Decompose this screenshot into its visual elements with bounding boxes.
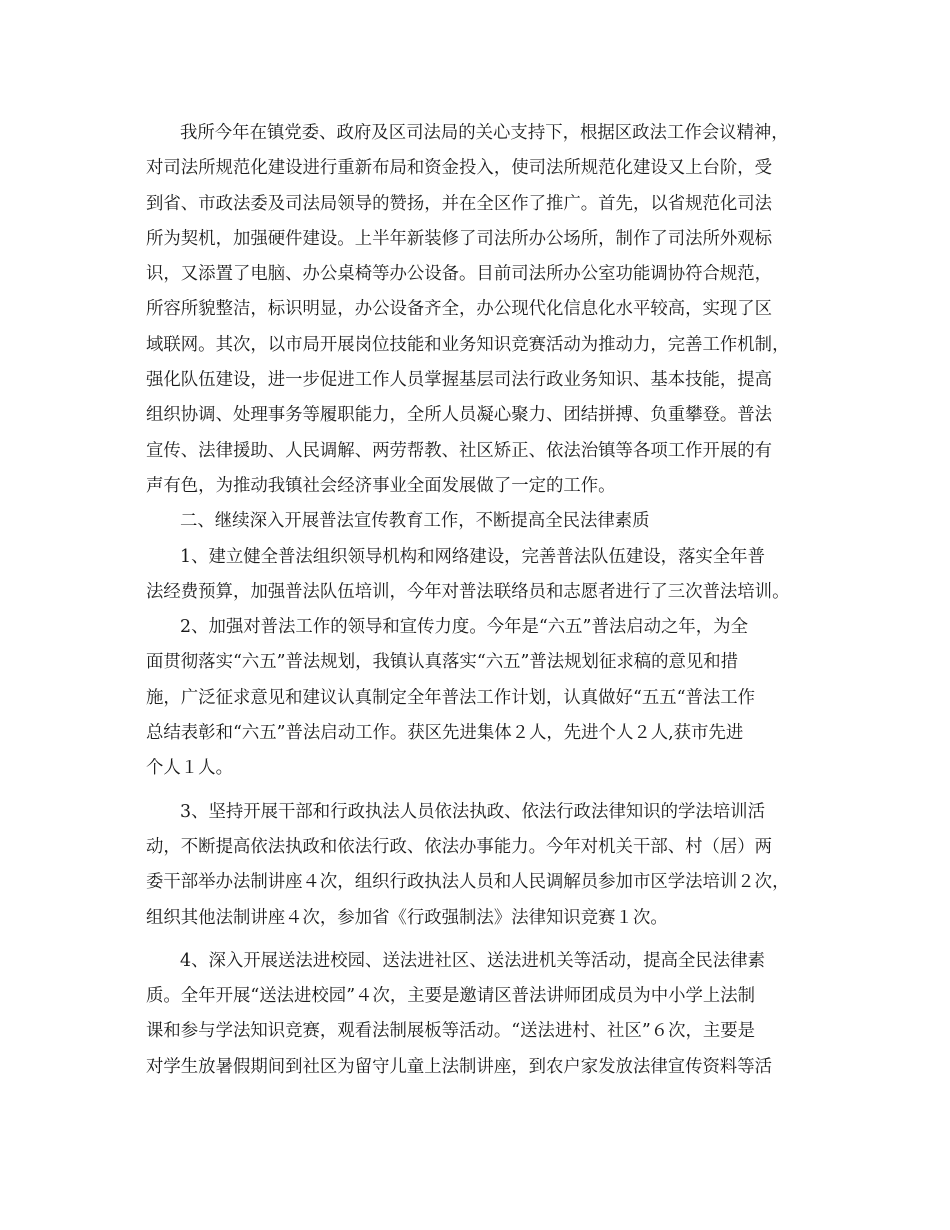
text-line: 个人１人。 [146,758,233,779]
paragraph-item-2 [146,610,814,786]
text-line: 总结表彰和“六五”普法启动工作。获区先进集体２人，先进个人２人,获市先进 [146,723,744,744]
document-body [146,116,814,1085]
paragraph-item-1 [146,540,814,611]
text-line: 到省、市政法委及司法局领导的赞扬，并在全区作了推广。首先，以省规范化司法 [146,193,773,214]
text-line: 所为契机，加强硬件建设。上半年新装修了司法所办公场所，制作了司法所外观标 [146,228,773,249]
text-line: 强化队伍建设，进一步促进工作人员掌握基层司法行政业务知识、基本技能，提高 [146,370,773,391]
text-line: 1、建立健全普法组织领导机构和网络建设，完善普法队伍建设，落实全年普 [180,546,765,567]
text-line: 2、加强对普法工作的领导和宣传力度。今年是“六五”普法启动之年，为全 [180,617,748,638]
paragraph-item-3 [146,795,814,936]
heading-line: 二、继续深入开展普法宣传教育工作，不断提高全民法律素质 [180,511,650,532]
text-line: 课和参与学法知识竞赛，观看法制展板等活动。“送法进村、社区”６次，主要是 [146,1021,756,1042]
text-line: 组织其他法制讲座４次，参加省《行政强制法》法律知识竞赛１次。 [146,907,668,928]
text-line: 动，不断提高依法执政和依法行政、依法办事能力。今年对机关干部、村（居）两 [146,836,773,857]
paragraph-item-4 [146,944,814,1085]
text-line: 所容所貌整洁，标识明显，办公设备齐全，办公现代化信息化水平较高，实现了区 [146,299,773,320]
paragraph-intro [146,116,814,504]
text-line: 施，广泛征求意见和建议认真制定全年普法工作计划，认真做好“五五“普法工作 [146,687,756,708]
section-heading [146,504,814,539]
text-line: 3、坚持开展干部和行政执法人员依法执政、依法行政法律知识的学法培训活 [180,801,765,822]
text-line: 面贯彻落实“六五”普法规划，我镇认真落实“六五”普法规划征求稿的意见和措 [146,652,739,673]
text-line: 识，又添置了电脑、办公桌椅等办公设备。目前司法所办公室功能调协符合规范， [146,264,773,285]
text-line: 组织协调、处理事务等履职能力，全所人员凝心聚力、团结拼搏、负重攀登。普法 [146,405,773,426]
text-line: 声有色，为推动我镇社会经济事业全面发展做了一定的工作。 [146,475,616,496]
text-line: 对学生放暑假期间到社区为留守儿童上法制讲座，到农户家发放法律宣传资料等活 [146,1056,773,1077]
text-line: 对司法所规范化建设进行重新布局和资金投入，使司法所规范化建设又上台阶，受 [146,158,773,179]
text-line: 宣传、法律援助、人民调解、两劳帮教、社区矫正、依法治镇等各项工作开展的有 [146,440,773,461]
text-line: 4、深入开展送法进校园、送法进社区、送法进机关等活动，提高全民法律素 [180,950,765,971]
text-line: 我所今年在镇党委、政府及区司法局的关心支持下，根据区政法工作会议精神， [180,123,789,143]
text-line: 法经费预算，加强普法队伍培训，今年对普法联络员和志愿者进行了三次普法培训。 [146,581,790,602]
text-line: 质。全年开展“送法进校园”４次，主要是邀请区普法讲师团成员为中小学上法制 [146,986,756,1007]
text-line: 域联网。其次，以市局开展岗位技能和业务知识竞赛活动为推动力，完善工作机制， [146,334,790,355]
text-line: 委干部举办法制讲座４次，组织行政执法人员和人民调解员参加市区学法培训２次， [146,872,790,893]
